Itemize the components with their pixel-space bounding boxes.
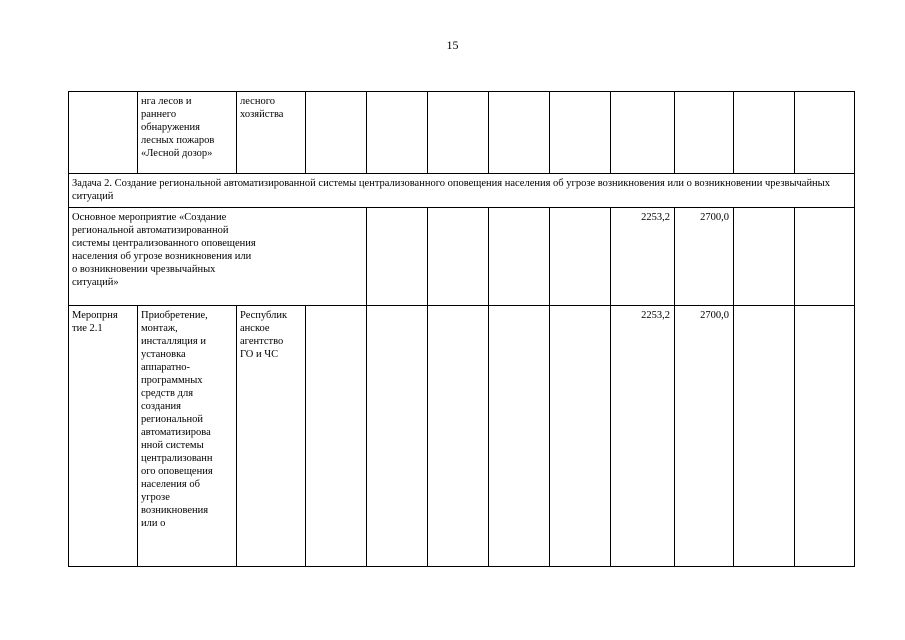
- table-row-activity-2-1: [69, 306, 855, 567]
- page-number: 15: [446, 38, 459, 52]
- task-heading: Задача 2. Создание региональной автоматизированной системы централизованного оповещения населения об угрозе возникновения или о возникновении чрезвычайных ситуаций: [69, 174, 855, 208]
- table-cell: [489, 208, 550, 306]
- table-cell-name: нга лесов и раннего обнаружения лесных пожаров «Лесной дозор»: [138, 92, 237, 174]
- table-cell: [734, 92, 795, 174]
- table-row-main-activity: [69, 208, 855, 306]
- table-cell: [611, 92, 675, 174]
- table-cell: [675, 92, 734, 174]
- table-row: [69, 92, 855, 174]
- table-cell: [367, 92, 428, 174]
- table-cell: [306, 306, 367, 567]
- activity-name: Приобретение, монтаж, инсталляция и установка аппаратно- программных средств для создания региональной автоматизирова нной системы централизованн ого оповещения населения об угрозе возникновения или о: [138, 306, 237, 567]
- table-cell: [367, 208, 428, 306]
- table-cell: [795, 306, 855, 567]
- table-cell: [550, 92, 611, 174]
- table-cell: [550, 306, 611, 567]
- table-cell: [795, 208, 855, 306]
- table-cell: [428, 208, 489, 306]
- table-row-task-heading: [69, 174, 855, 208]
- table-cell: [795, 92, 855, 174]
- main-activity-label: Основное мероприятие «Создание региональной автоматизированной системы централизованного оповещения населения об угрозе возникновения или о возникновении чрезвычайных ситуаций»: [69, 208, 367, 306]
- activity-executor: Республик анское агентство ГО и ЧС: [237, 306, 306, 567]
- table-cell: [428, 92, 489, 174]
- table-cell: [734, 306, 795, 567]
- table-cell: [550, 208, 611, 306]
- table-cell: [69, 92, 138, 174]
- table-cell-value: 2253,2: [611, 208, 675, 306]
- program-table: [68, 91, 855, 567]
- table-cell: [734, 208, 795, 306]
- table-cell: [428, 306, 489, 567]
- table-cell: [306, 92, 367, 174]
- table-cell: [489, 92, 550, 174]
- table-cell-value: 2253,2: [611, 306, 675, 567]
- activity-code: Меропрня тие 2.1: [69, 306, 138, 567]
- table-cell-value: 2700,0: [675, 306, 734, 567]
- table-cell: [489, 306, 550, 567]
- table-cell-value: 2700,0: [675, 208, 734, 306]
- table-cell-executor: лесного хозяйства: [237, 92, 306, 174]
- table-cell: [367, 306, 428, 567]
